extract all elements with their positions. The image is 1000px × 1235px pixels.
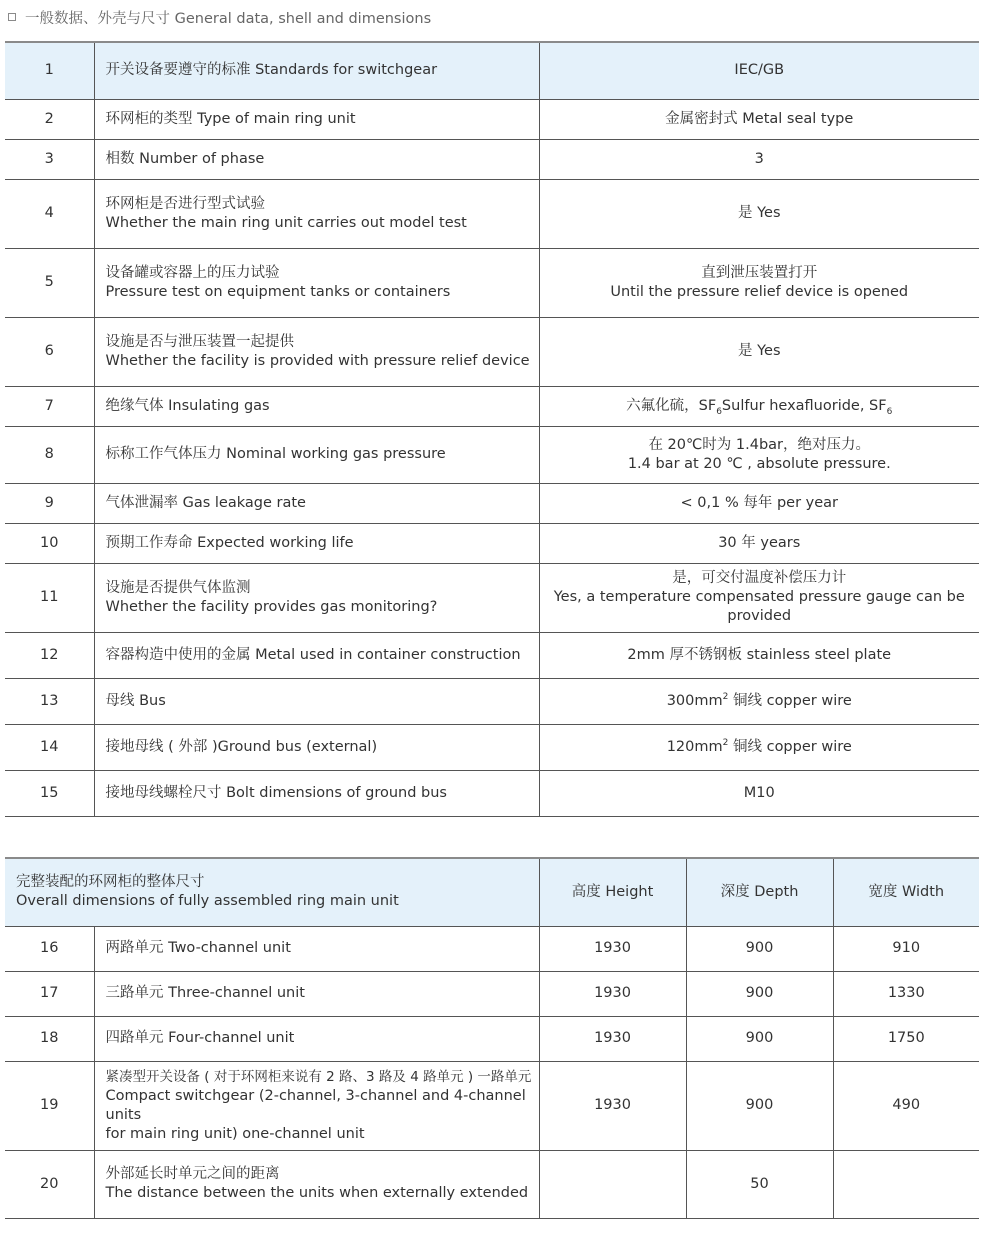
dimensions-title: 完整装配的环网柜的整体尺寸 Overall dimensions of fully assembled ring main unit (5, 858, 539, 926)
width-value: 490 (833, 1061, 979, 1150)
row-number: 16 (5, 926, 94, 971)
row-number: 3 (5, 139, 94, 179)
row-description: 容器构造中使用的金属 Metal used in container construction (94, 632, 539, 678)
table-row (5, 563, 979, 632)
section-heading (8, 6, 431, 28)
table-row (5, 926, 979, 971)
row-description: 环网柜是否进行型式试验 Whether the main ring unit carries out model test (94, 179, 539, 248)
table-row (5, 317, 979, 386)
row-number: 13 (5, 678, 94, 724)
table-row (5, 99, 979, 139)
table-row (5, 632, 979, 678)
row-value: 2mm 厚不锈钢板 stainless steel plate (539, 632, 979, 678)
table-row (5, 139, 979, 179)
row-number: 4 (5, 179, 94, 248)
height-value: 1930 (539, 971, 686, 1016)
row-description: 外部延长时单元之间的距离 The distance between the units when externally extended (94, 1150, 539, 1218)
height-value (539, 1150, 686, 1218)
row-number: 11 (5, 563, 94, 632)
row-description: 紧凑型开关设备 ( 对于环网柜来说有 2 路、3 路及 4 路单元 ) 一路单元 Compact switchgear (2-channel, 3-channel and 4-channel units for main ring unit) one-channel unit (94, 1061, 539, 1150)
table-row (5, 724, 979, 770)
row-value: 是 Yes (539, 179, 979, 248)
depth-value: 900 (686, 926, 833, 971)
depth-value: 900 (686, 1016, 833, 1061)
column-header-width: 宽度 Width (833, 858, 979, 926)
row-number: 17 (5, 971, 94, 1016)
row-number: 18 (5, 1016, 94, 1061)
row-description: 设备罐或容器上的压力试验 Pressure test on equipment tanks or containers (94, 248, 539, 317)
row-value: IEC/GB (539, 42, 979, 99)
row-value: 30 年 years (539, 523, 979, 563)
row-description: 开关设备要遵守的标准 Standards for switchgear (94, 42, 539, 99)
row-number: 5 (5, 248, 94, 317)
section-heading-text: 一般数据、外壳与尺寸 General data, shell and dimensions (25, 10, 432, 27)
row-value: 3 (539, 139, 979, 179)
row-description: 接地母线螺栓尺寸 Bolt dimensions of ground bus (94, 770, 539, 816)
row-description: 预期工作寿命 Expected working life (94, 523, 539, 563)
row-description: 两路单元 Two-channel unit (94, 926, 539, 971)
row-description: 标称工作气体压力 Nominal working gas pressure (94, 426, 539, 483)
table-row (5, 248, 979, 317)
height-value: 1930 (539, 1061, 686, 1150)
row-description: 设施是否与泄压装置一起提供 Whether the facility is provided with pressure relief device (94, 317, 539, 386)
column-header-depth: 深度 Depth (686, 858, 833, 926)
row-number: 15 (5, 770, 94, 816)
row-description: 接地母线 ( 外部 )Ground bus (external) (94, 724, 539, 770)
height-value: 1930 (539, 926, 686, 971)
row-value: < 0,1 % 每年 per year (539, 483, 979, 523)
table-row (5, 426, 979, 483)
table-row (5, 42, 979, 99)
depth-value: 900 (686, 971, 833, 1016)
row-number: 9 (5, 483, 94, 523)
row-value: 是，可交付温度补偿压力计 Yes, a temperature compensated pressure gauge can be provided (539, 563, 979, 632)
width-value: 910 (833, 926, 979, 971)
row-description: 气体泄漏率 Gas leakage rate (94, 483, 539, 523)
row-description: 四路单元 Four-channel unit (94, 1016, 539, 1061)
row-number: 14 (5, 724, 94, 770)
row-value: 六氟化硫，$SF_6Sulfur$ hexafluoride, $SF_6$ (539, 386, 979, 426)
row-description: 设施是否提供气体监测 Whether the facility provides gas monitoring? (94, 563, 539, 632)
depth-value: 50 (686, 1150, 833, 1218)
width-value: 1750 (833, 1016, 979, 1061)
row-number: 2 (5, 99, 94, 139)
row-value: 金属密封式 Metal seal type (539, 99, 979, 139)
row-number: 10 (5, 523, 94, 563)
table-row (5, 179, 979, 248)
dimensions-header-row (5, 858, 979, 926)
row-number: 19 (5, 1061, 94, 1150)
row-value: 是 Yes (539, 317, 979, 386)
row-number: 12 (5, 632, 94, 678)
table-row (5, 678, 979, 724)
depth-value: 900 (686, 1061, 833, 1150)
table-row (5, 1016, 979, 1061)
table-row (5, 971, 979, 1016)
row-description: 环网柜的类型 Type of main ring unit (94, 99, 539, 139)
width-value: 1330 (833, 971, 979, 1016)
row-number: 7 (5, 386, 94, 426)
row-value: $300mm^2$ 铜线 copper wire (539, 678, 979, 724)
table-row (5, 1061, 979, 1150)
width-value (833, 1150, 979, 1218)
row-value: 直到泄压装置打开 Until the pressure relief device is opened (539, 248, 979, 317)
table-row (5, 1150, 979, 1218)
table-row (5, 483, 979, 523)
height-value: 1930 (539, 1016, 686, 1061)
row-number: 20 (5, 1150, 94, 1218)
row-number: 1 (5, 42, 94, 99)
square-bullet-icon (8, 13, 16, 21)
row-description: 相数 Number of phase (94, 139, 539, 179)
row-number: 8 (5, 426, 94, 483)
row-value: M10 (539, 770, 979, 816)
table-row (5, 386, 979, 426)
row-description: 绝缘气体 Insulating gas (94, 386, 539, 426)
row-description: 母线 Bus (94, 678, 539, 724)
row-number: 6 (5, 317, 94, 386)
general-data-table (5, 41, 979, 817)
dimensions-table (5, 857, 979, 1219)
table-row (5, 770, 979, 816)
column-header-height: 高度 Height (539, 858, 686, 926)
row-value: $120mm^2$ 铜线 copper wire (539, 724, 979, 770)
row-value: 在 20℃时为 1.4bar，绝对压力。 1.4 bar at 20 ℃ , absolute pressure. (539, 426, 979, 483)
row-description: 三路单元 Three-channel unit (94, 971, 539, 1016)
table-row (5, 523, 979, 563)
